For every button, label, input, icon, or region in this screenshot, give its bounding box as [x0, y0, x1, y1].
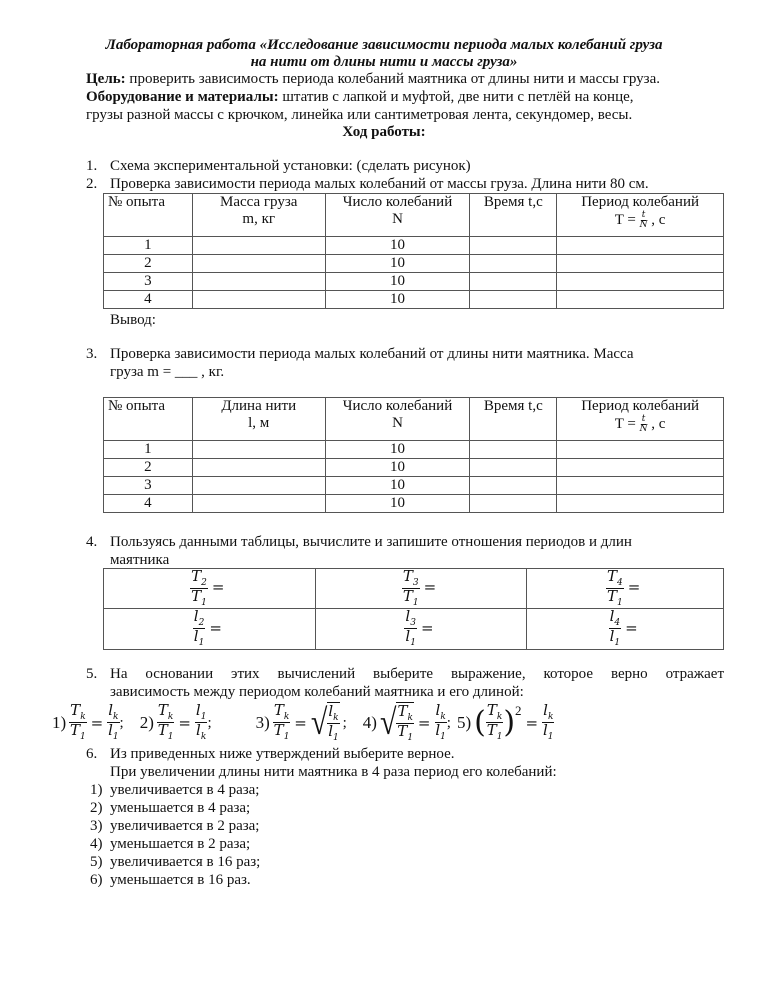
ratio-cell-t2-t1[interactable]: $\frac{T_2}{T_1}$ = [104, 569, 316, 609]
cell-time-input[interactable] [470, 459, 557, 477]
ratio-cell-l3-l1[interactable]: $\frac{l_3}{l_1}$ = [315, 609, 527, 649]
equipment-text-2: грузы разной массы с крючком, линейка или сантиметровая лента, секундомер, весы. [86, 107, 633, 123]
table-row [104, 477, 724, 495]
table-row [104, 291, 724, 309]
length-experiment-table [103, 397, 724, 513]
goal-line [86, 70, 660, 88]
cell-count: 10 [325, 237, 470, 255]
ratio-table [103, 568, 724, 650]
document-title-line2: на нити от длины нити и массы груза» [250, 54, 518, 70]
cell-count: 10 [325, 273, 470, 291]
cell-number: 3 [104, 477, 193, 495]
cell-length-input[interactable] [192, 495, 325, 513]
document-title-line1: Лабораторная работа «Исследование зависимости периода малых колебаний груза [105, 37, 663, 53]
header-oscillation-count: Число колебаний N [325, 398, 470, 441]
formula-option-1[interactable]: 1) $\frac{T_k}{T_1}$ = $\frac{l_k}{l_1}$ ; [52, 701, 124, 743]
cell-period-input[interactable] [557, 477, 724, 495]
header-length: Длина нити l, м [192, 398, 325, 441]
formula-option-2[interactable]: 2) $\frac{T_k}{T_1}$ = $\frac{l_1}{l_k}$ ; [139, 701, 212, 743]
header-mass: Масса груза m, кг [192, 194, 325, 237]
cell-mass-input[interactable] [192, 291, 325, 309]
length-ratio-row [104, 609, 724, 649]
step-5-text-2: зависимость между периодом колебаний маятника и его длиной: [110, 684, 524, 700]
cell-time-input[interactable] [470, 495, 557, 513]
formula-option-5[interactable]: 5) ( $\frac{T_k}{T_1}$ ) 2 = $\frac{l_k}{l_1}$ [456, 701, 554, 743]
cell-count: 10 [325, 477, 470, 495]
step-3-text-2: груза m = ___ , кг. [110, 364, 225, 380]
cell-count: 10 [325, 459, 470, 477]
period-ratio-row [104, 569, 724, 609]
square-root-symbol: √ $\frac{l_k}{l_1}$ [310, 702, 339, 744]
cell-period-input[interactable] [557, 495, 724, 513]
cell-length-input[interactable] [192, 441, 325, 459]
cell-mass-input[interactable] [192, 255, 325, 273]
cell-number: 1 [104, 441, 193, 459]
step-5-text: На основании этих вычислений выберите выражение, которое верно отражает [110, 666, 724, 682]
ratio-cell-l4-l1[interactable]: $\frac{l_4}{l_1}$ = [527, 609, 724, 649]
table-header-row [104, 398, 724, 441]
step-3-text: Проверка зависимости периода малых колебаний от длины нити маятника. Масса [110, 346, 634, 362]
answer-option-3[interactable]: 3) увеличивается в 2 раза; [90, 818, 260, 834]
cell-period-input[interactable] [557, 255, 724, 273]
cell-count: 10 [325, 291, 470, 309]
conclusion-label: Вывод: [110, 312, 156, 328]
step-4-text: Пользуясь данными таблицы, вычислите и запишите отношения периодов и длин [110, 534, 632, 550]
ratio-cell-l2-l1[interactable]: $\frac{l_2}{l_1}$ = [104, 609, 316, 649]
procedure-heading: Ход работы: [342, 124, 426, 140]
step-1-number: 1. [86, 158, 98, 174]
step-4-number: 4. [86, 534, 98, 550]
cell-time-input[interactable] [470, 273, 557, 291]
ratio-cell-t4-t1[interactable]: $\frac{T_4}{T_1}$ = [527, 569, 724, 609]
cell-number: 3 [104, 273, 193, 291]
step-2-text: Проверка зависимости периода малых колебаний от массы груза. Длина нити 80 см. [110, 176, 649, 192]
cell-time-input[interactable] [470, 237, 557, 255]
answer-option-4[interactable]: 4) уменьшается в 2 раза; [90, 836, 251, 852]
cell-period-input[interactable] [557, 291, 724, 309]
cell-period-input[interactable] [557, 459, 724, 477]
cell-number: 2 [104, 459, 193, 477]
step-3-number: 3. [86, 346, 98, 362]
cell-count: 10 [325, 495, 470, 513]
step-6-number: 6. [86, 746, 98, 762]
table-row [104, 255, 724, 273]
cell-time-input[interactable] [470, 291, 557, 309]
answer-option-2[interactable]: 2) уменьшается в 4 раза; [90, 800, 251, 816]
cell-time-input[interactable] [470, 441, 557, 459]
answer-option-6[interactable]: 6) уменьшается в 16 раз. [90, 872, 251, 888]
goal-text: проверить зависимость периода колебаний маятника от длины нити и массы груза. [125, 71, 661, 87]
equipment-text: штатив с лапкой и муфтой, две нити с петлёй на конце, [278, 89, 634, 105]
answer-option-1[interactable]: 1) увеличивается в 4 раза; [90, 782, 260, 798]
header-experiment-number: № опыта [104, 194, 193, 237]
cell-time-input[interactable] [470, 255, 557, 273]
cell-period-input[interactable] [557, 273, 724, 291]
formula-option-4[interactable]: 4) √ $\frac{T_k}{T_1}$ = $\frac{l_k}{l_1}$ ; [362, 701, 451, 744]
cell-time-input[interactable] [470, 477, 557, 495]
header-period: Период колебаний T = $\frac{t}{N}$ , с [557, 194, 724, 237]
cell-count: 10 [325, 441, 470, 459]
cell-mass-input[interactable] [192, 237, 325, 255]
cell-mass-input[interactable] [192, 273, 325, 291]
step-2-number: 2. [86, 176, 98, 192]
cell-number: 1 [104, 237, 193, 255]
cell-number: 4 [104, 291, 193, 309]
ratio-cell-t3-t1[interactable]: $\frac{T_3}{T_1}$ = [315, 569, 527, 609]
table-row [104, 459, 724, 477]
table-header-row [104, 194, 724, 237]
table-row [104, 495, 724, 513]
cell-period-input[interactable] [557, 441, 724, 459]
cell-period-input[interactable] [557, 237, 724, 255]
table-row [104, 273, 724, 291]
step-1-text: Схема экспериментальной установки: (сделать рисунок) [110, 158, 471, 174]
t-over-n-fraction: $\frac{t}{N}$ [639, 414, 648, 434]
formula-option-3[interactable]: 3) $\frac{T_k}{T_1}$ = √ $\frac{l_k}{l_1}$ ; [255, 701, 347, 744]
t-over-n-fraction: $\frac{t}{N}$ [639, 210, 648, 230]
step-5-number: 5. [86, 666, 98, 682]
formula-options-row [52, 702, 554, 744]
answer-option-5[interactable]: 5) увеличивается в 16 раз; [90, 854, 261, 870]
cell-number: 2 [104, 255, 193, 273]
step-6-text-2: При увеличении длины нити маятника в 4 раза период его колебаний: [110, 764, 557, 780]
square-root-symbol: √ $\frac{T_k}{T_1}$ [379, 702, 414, 744]
header-time: Время t,с [470, 194, 557, 237]
cell-count: 10 [325, 255, 470, 273]
table-row [104, 441, 724, 459]
goal-label: Цель: [86, 71, 126, 87]
header-period: Период колебаний T = $\frac{t}{N}$ , с [557, 398, 724, 441]
step-4-text-2: маятника [110, 552, 170, 568]
equipment-line [86, 88, 634, 106]
equipment-label: Оборудование и материалы: [86, 89, 279, 105]
header-oscillation-count: Число колебаний N [325, 194, 470, 237]
step-6-text: Из приведенных ниже утверждений выберите верное. [110, 746, 455, 762]
mass-experiment-table [103, 193, 724, 309]
cell-length-input[interactable] [192, 477, 325, 495]
table-row [104, 237, 724, 255]
header-time: Время t,с [470, 398, 557, 441]
cell-length-input[interactable] [192, 459, 325, 477]
header-experiment-number: № опыта [104, 398, 193, 441]
cell-number: 4 [104, 495, 193, 513]
